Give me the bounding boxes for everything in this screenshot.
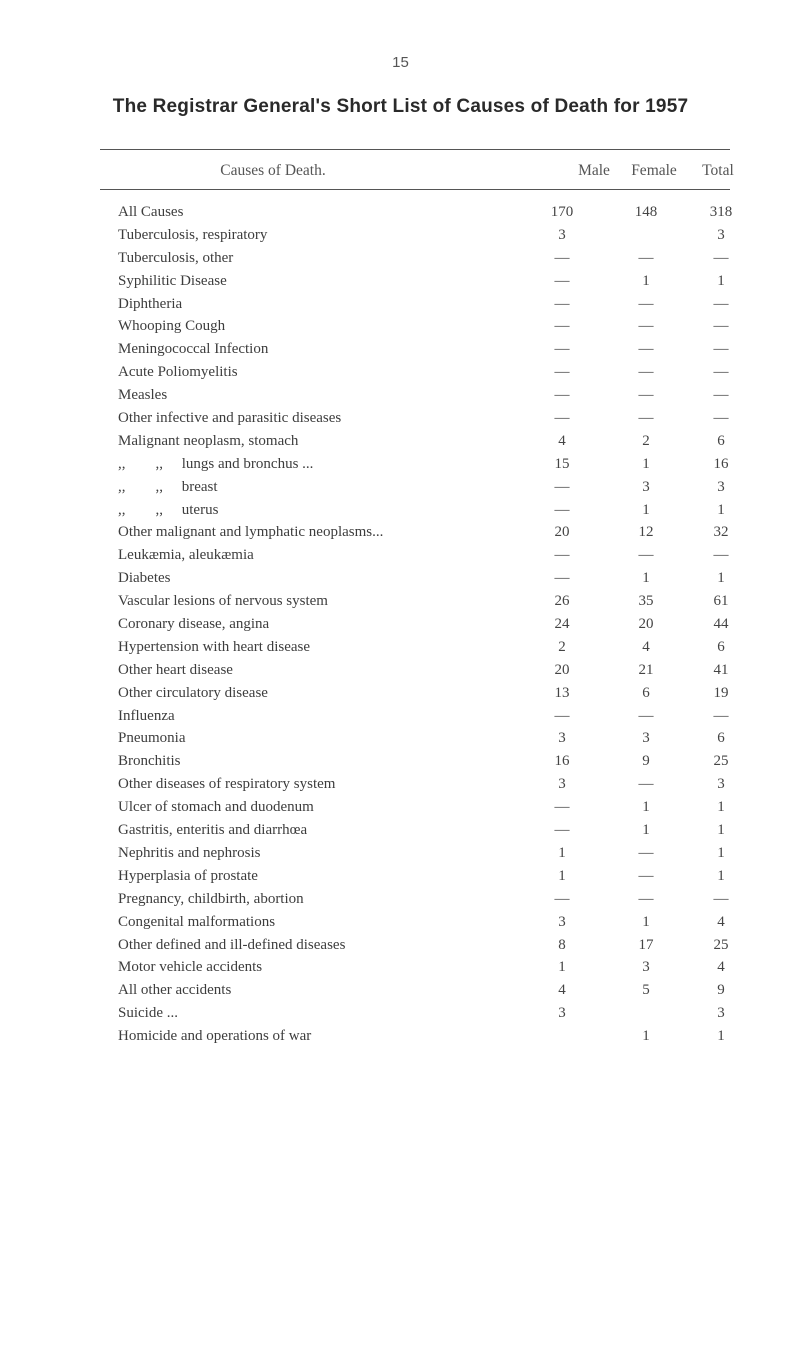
male-count: 3 [558, 226, 566, 243]
male-count: — [554, 341, 570, 358]
cause-label: Vascular lesions of nervous system [118, 593, 328, 610]
table-row [0, 705, 801, 728]
total-count: 6 [717, 730, 725, 747]
header-total: Total [702, 162, 734, 179]
female-count: 3 [642, 730, 650, 747]
cause-label: Nephritis and nephrosis [118, 844, 261, 861]
total-count: 3 [717, 478, 725, 495]
total-count: 1 [717, 272, 725, 289]
total-count: 1 [717, 844, 725, 861]
total-count: — [713, 890, 729, 907]
cause-label: Other diseases of respiratory system [118, 776, 336, 793]
male-count: 1 [558, 959, 566, 976]
female-count: 1 [642, 455, 650, 472]
female-count: — [638, 249, 654, 266]
female-count: 12 [638, 524, 654, 541]
male-count: 3 [558, 913, 566, 930]
table-row [0, 407, 801, 430]
male-count: 1 [558, 867, 566, 884]
female-count: — [638, 387, 654, 404]
total-count: — [713, 547, 729, 564]
table-row [0, 796, 801, 819]
table-row [0, 315, 801, 338]
total-count: — [713, 295, 729, 312]
female-count: 20 [638, 616, 654, 633]
female-count: — [638, 341, 654, 358]
total-count: — [713, 249, 729, 266]
male-count: — [554, 501, 570, 518]
male-count: 1 [558, 844, 566, 861]
total-count: 44 [713, 616, 729, 633]
male-count: 4 [558, 432, 566, 449]
cause-label: ,, ,, breast [118, 478, 218, 495]
female-count: — [638, 890, 654, 907]
table-row [0, 476, 801, 499]
female-count: 2 [642, 432, 650, 449]
total-count: 318 [709, 204, 733, 220]
male-count: — [554, 410, 570, 427]
male-count: — [554, 249, 570, 266]
table-row [0, 819, 801, 842]
cause-label: Hypertension with heart disease [118, 638, 311, 655]
female-count: 6 [642, 684, 650, 701]
female-count: 3 [642, 959, 650, 976]
female-count: 5 [642, 982, 650, 999]
table-row [0, 499, 801, 522]
female-count: — [638, 867, 654, 884]
cause-label: Whooping Cough [118, 318, 226, 335]
total-count: 16 [713, 455, 729, 472]
male-count: 8 [558, 936, 566, 953]
total-count: 4 [717, 913, 725, 930]
cause-label: Suicide ... [118, 1005, 178, 1022]
female-count: — [638, 844, 654, 861]
table-header-rule [100, 189, 730, 190]
female-count: 1 [642, 570, 650, 587]
total-count: 25 [713, 936, 729, 953]
cause-label: Other circulatory disease [118, 684, 268, 701]
table-row [0, 682, 801, 705]
female-count: — [638, 364, 654, 381]
female-count: 17 [638, 936, 654, 953]
total-count: 6 [717, 432, 725, 449]
table-row [0, 613, 801, 636]
table-row [0, 727, 801, 750]
male-count: — [554, 478, 570, 495]
table-row [0, 453, 801, 476]
male-count: — [554, 570, 570, 587]
table-row [0, 750, 801, 773]
table-row [0, 521, 801, 544]
male-count: — [554, 890, 570, 907]
cause-label: Gastritis, enteritis and diarrhœa [118, 822, 308, 839]
male-count: 3 [558, 776, 566, 793]
cause-label: Malignant neoplasm, stomach [118, 432, 299, 449]
total-count: — [713, 707, 729, 724]
table-row [0, 1025, 801, 1048]
male-count: 4 [558, 982, 566, 999]
total-count: 4 [717, 959, 725, 976]
table-top-rule [100, 149, 730, 150]
total-count: 1 [717, 501, 725, 518]
male-count: — [554, 318, 570, 335]
cause-label: Bronchitis [118, 753, 181, 770]
cause-label: Pregnancy, childbirth, abortion [118, 890, 304, 907]
cause-label: ,, ,, lungs and bronchus ... [118, 455, 314, 472]
female-count: 4 [642, 638, 650, 655]
table-row [0, 934, 801, 957]
cause-label: ,, ,, uterus [118, 501, 219, 518]
cause-label: Other defined and ill-defined diseases [118, 936, 346, 953]
table-row [0, 247, 801, 270]
total-count: 1 [717, 867, 725, 884]
header-causes: Causes of Death. [220, 162, 326, 179]
cause-label: Other heart disease [118, 661, 233, 678]
male-count: 24 [554, 616, 570, 633]
male-count: — [554, 799, 570, 816]
male-count: 170 [550, 204, 574, 220]
female-count: — [638, 318, 654, 335]
female-count: 1 [642, 501, 650, 518]
male-count: — [554, 707, 570, 724]
total-count: — [713, 364, 729, 381]
female-count: 9 [642, 753, 650, 770]
cause-label: Coronary disease, angina [118, 616, 270, 633]
table-row [0, 590, 801, 613]
female-count: 1 [642, 1028, 650, 1045]
cause-label: Measles [118, 387, 168, 404]
male-count: 20 [554, 524, 570, 541]
female-count: — [638, 295, 654, 312]
cause-label: Tuberculosis, other [118, 249, 234, 266]
female-count: 1 [642, 799, 650, 816]
cause-label: Meningococcal Infection [118, 341, 269, 358]
total-count: 32 [713, 524, 729, 541]
table-row [0, 1002, 801, 1025]
male-count: 16 [554, 753, 570, 770]
cause-label: Pneumonia [118, 730, 186, 747]
cause-label: Ulcer of stomach and duodenum [118, 799, 314, 816]
male-count: 3 [558, 1005, 566, 1022]
female-count: — [638, 776, 654, 793]
header-female: Female [631, 162, 677, 179]
total-count: — [713, 341, 729, 358]
cause-label: Homicide and operations of war [118, 1028, 312, 1045]
male-count: — [554, 547, 570, 564]
cause-label: Tuberculosis, respiratory [118, 226, 268, 243]
table-row [0, 384, 801, 407]
table-row [0, 270, 801, 293]
death-causes-table [0, 201, 801, 1048]
total-count: — [713, 387, 729, 404]
male-count: 3 [558, 730, 566, 747]
table-row [0, 888, 801, 911]
cause-label: Other malignant and lymphatic neoplasms... [118, 524, 384, 541]
table-row [0, 567, 801, 590]
total-count: 3 [717, 1005, 725, 1022]
cause-label: Other infective and parasitic diseases [118, 410, 342, 427]
table-row [0, 842, 801, 865]
total-count: — [713, 318, 729, 335]
total-count: 3 [717, 226, 725, 243]
total-count: 1 [717, 822, 725, 839]
male-count: 13 [554, 684, 570, 701]
male-count: — [554, 295, 570, 312]
table-row [0, 659, 801, 682]
table-row [0, 865, 801, 888]
total-count: 3 [717, 776, 725, 793]
table-row [0, 293, 801, 316]
table-row [0, 430, 801, 453]
cause-label: Diabetes [118, 570, 171, 587]
male-count: 2 [558, 638, 566, 655]
table-header [0, 162, 801, 184]
table-row [0, 911, 801, 934]
female-count: 148 [634, 204, 658, 220]
male-count: 26 [554, 593, 570, 610]
female-count: — [638, 707, 654, 724]
cause-label: Syphilitic Disease [118, 272, 227, 289]
table-row [0, 224, 801, 247]
total-count: 19 [713, 684, 729, 701]
cause-label: Leukæmia, aleukæmia [118, 547, 254, 564]
male-count: — [554, 822, 570, 839]
female-count: 1 [642, 822, 650, 839]
table-row [0, 956, 801, 979]
female-count: — [638, 410, 654, 427]
total-count: 1 [717, 799, 725, 816]
cause-label: Hyperplasia of prostate [118, 867, 258, 884]
male-count: 15 [554, 455, 570, 472]
table-row [0, 361, 801, 384]
female-count: — [638, 547, 654, 564]
page-number: 15 [392, 54, 409, 71]
cause-label: Motor vehicle accidents [118, 959, 263, 976]
total-count: 25 [713, 753, 729, 770]
total-count: 1 [717, 1028, 725, 1045]
total-count: 6 [717, 638, 725, 655]
cause-label: All Causes [118, 204, 184, 220]
total-count: 1 [717, 570, 725, 587]
cause-label: Congenital malformations [118, 913, 276, 930]
total-count: 61 [713, 593, 729, 610]
page-title: The Registrar General's Short List of Causes of Death for 1957 [112, 96, 689, 117]
male-count: — [554, 364, 570, 381]
table-row [0, 773, 801, 796]
male-count: 20 [554, 661, 570, 678]
header-male: Male [578, 162, 610, 179]
cause-label: Diphtheria [118, 295, 183, 312]
table-row [0, 201, 801, 224]
cause-label: Influenza [118, 707, 175, 724]
table-row [0, 636, 801, 659]
female-count: 1 [642, 913, 650, 930]
cause-label: All other accidents [118, 982, 232, 999]
table-row [0, 979, 801, 1002]
male-count: — [554, 272, 570, 289]
female-count: 35 [638, 593, 654, 610]
total-count: — [713, 410, 729, 427]
total-count: 41 [713, 661, 729, 678]
total-count: 9 [717, 982, 725, 999]
female-count: 21 [638, 661, 654, 678]
table-row [0, 338, 801, 361]
female-count: 3 [642, 478, 650, 495]
male-count: — [554, 387, 570, 404]
female-count: 1 [642, 272, 650, 289]
cause-label: Acute Poliomyelitis [118, 364, 238, 381]
table-row [0, 544, 801, 567]
